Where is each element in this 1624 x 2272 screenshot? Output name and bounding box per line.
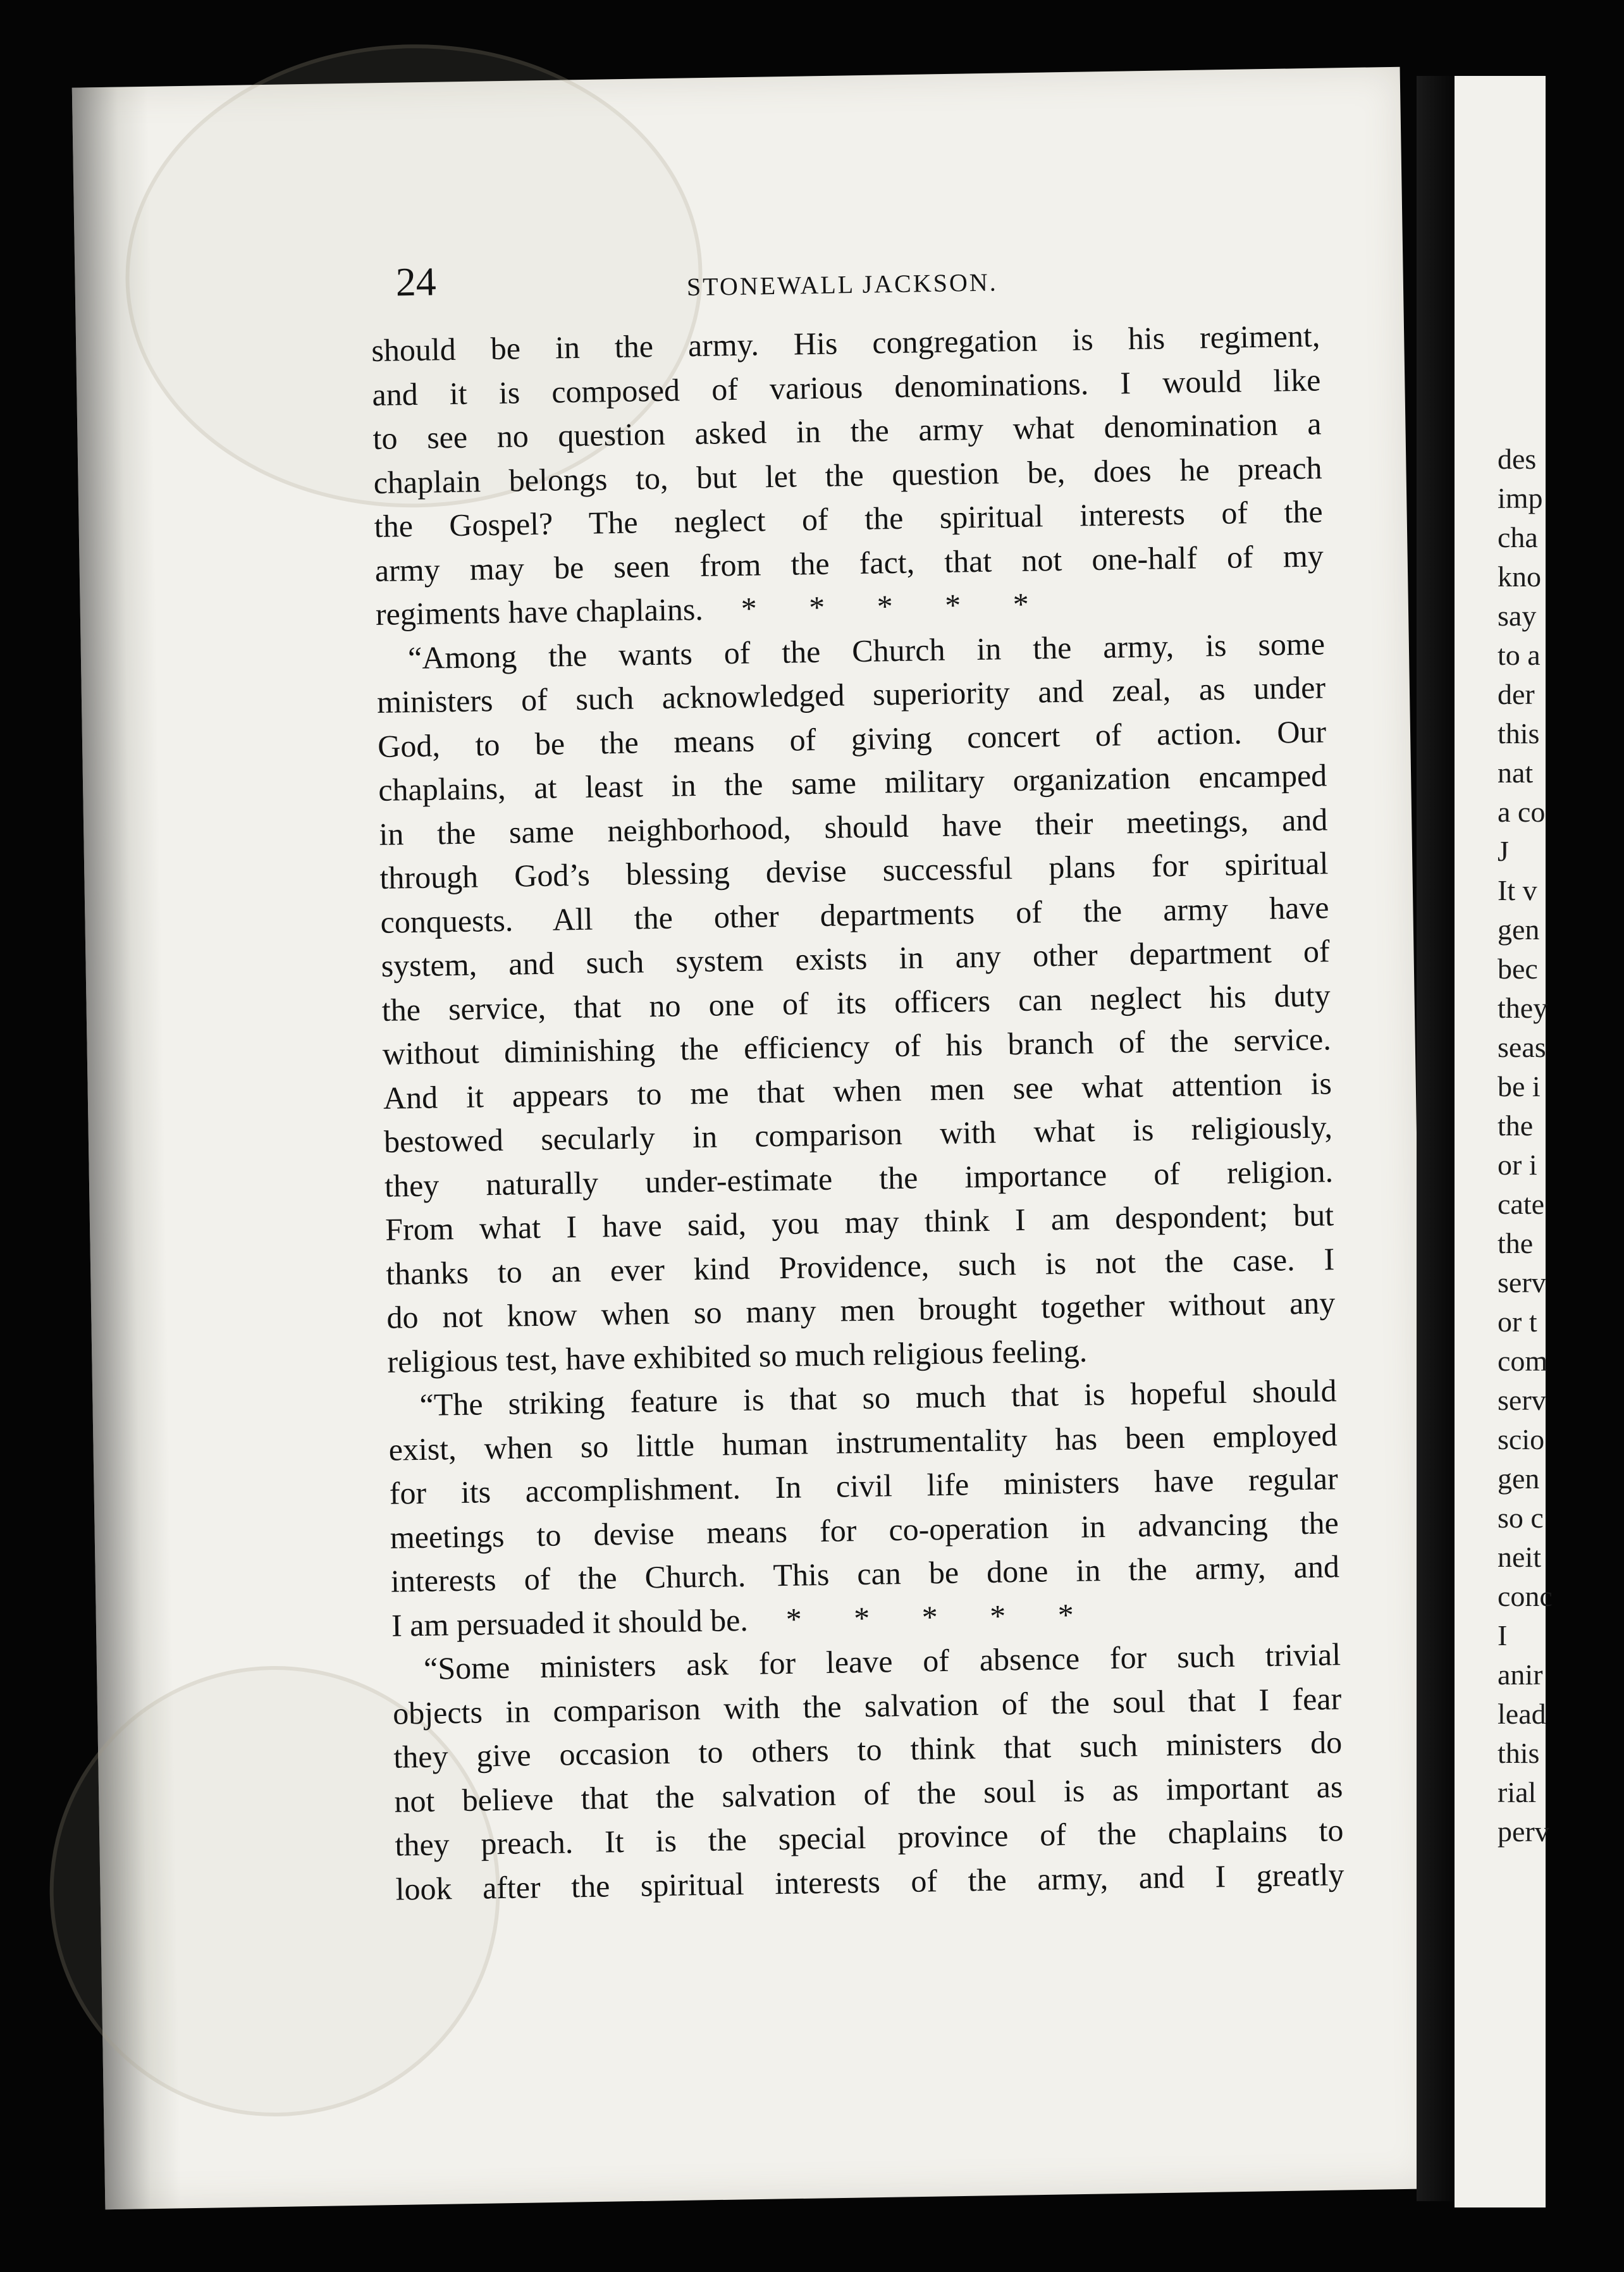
ellipsis-stars: * * * * * [785, 1596, 1074, 1637]
facing-page-fragment: a co [1498, 796, 1546, 828]
text-line: From what I have said, you may think I am despondent; but [384, 1197, 1334, 1247]
facing-page-fragment: gen [1498, 913, 1540, 946]
text-line: look after the spiritual interests of the army, and I greatly [395, 1856, 1344, 1907]
facing-page-fragment: kno [1498, 560, 1541, 593]
text-line-content: I am persuaded it should be. [391, 1602, 749, 1643]
facing-page-fragment: scio [1498, 1423, 1545, 1455]
facing-page-fragment: or i [1498, 1149, 1537, 1181]
text-line: in the same neighborhood, should have their meetings, and [378, 801, 1328, 852]
text-line: thanks to an ever kind Providence, such is not the case. I [385, 1240, 1335, 1292]
facing-page-fragment: this [1498, 1737, 1540, 1769]
text-line: and it is composed of various denominations. I would like [372, 361, 1321, 412]
facing-page-fragment: this [1498, 717, 1540, 750]
facing-page-fragment: des [1498, 443, 1537, 475]
facing-page-fragment: they [1498, 992, 1548, 1024]
paragraph-start-line: “The striking feature is that so much that is hopeful should [419, 1373, 1337, 1423]
facing-page-fragment: say [1498, 600, 1537, 632]
text-line: exist, when so little human instrumentality has been employed [388, 1416, 1338, 1467]
text-line: army may be seen from the fact, that not one-half of my [374, 537, 1324, 588]
text-line: chaplain belongs to, but let the question be, does he preach [373, 449, 1322, 500]
facing-page-fragment: serv [1498, 1266, 1546, 1299]
facing-page-fragment: to a [1498, 639, 1541, 671]
facing-page-fragment: conc [1498, 1580, 1553, 1612]
facing-page-text-fragments [1498, 440, 1624, 1851]
text-line: bestowed secularly in comparison with what is religiously, [383, 1109, 1333, 1159]
text-line: not believe that the salvation of the soul is as important as [394, 1768, 1343, 1819]
text-line: objects in comparison with the salvation of the soul that I fear [392, 1680, 1342, 1731]
facing-page-fragment: be i [1498, 1070, 1541, 1102]
text-line: the Gospel? The neglect of the spiritual interests of the [374, 493, 1324, 544]
facing-page-fragment: imp [1498, 482, 1543, 514]
ellipsis-stars: * * * * * [741, 586, 1030, 626]
page-text-block [370, 238, 1344, 1911]
text-line: through God’s blessing devise successful plans for spiritual [379, 845, 1329, 896]
paragraph-start-line: “Some ministers ask for leave of absence for such trivial [423, 1636, 1341, 1686]
text-line: they naturally under-estimate the importance of religion. [384, 1152, 1334, 1204]
facing-page-fragment: serv [1498, 1384, 1546, 1416]
text-line: And it appears to me that when men see what attention is [383, 1065, 1332, 1116]
text-line: for its accomplishment. In civil life ministers have regular [389, 1460, 1339, 1511]
text-line: they preach. It is the special province of the chaplains to [395, 1812, 1344, 1863]
facing-page-fragment: neit [1498, 1541, 1541, 1573]
facing-page-fragment: the [1498, 1109, 1534, 1142]
text-line-content: regiments have chaplains. [375, 591, 704, 632]
facing-page-fragment: the [1498, 1227, 1534, 1259]
text-line: they give occasion to others to think that such ministers do [393, 1724, 1343, 1775]
facing-page-fragment: perv [1498, 1815, 1549, 1848]
page-number: 24 [395, 259, 437, 305]
facing-page-fragment: anir [1498, 1658, 1543, 1691]
text-line: system, and such system exists in any other department of [381, 933, 1330, 984]
facing-page-fragment: lead [1498, 1698, 1546, 1730]
text-line: should be in the army. His congregation is his regiment, [371, 318, 1320, 368]
facing-page-fragment: rial [1498, 1776, 1537, 1808]
facing-page-edge [1455, 76, 1553, 2207]
text-line: to see no question asked in the army what denomination a [372, 405, 1322, 456]
text-line: the service, that no one of its officers can neglect his duty [381, 977, 1331, 1028]
facing-page-fragment: com [1498, 1345, 1548, 1377]
facing-page-fragment: der [1498, 678, 1535, 710]
facing-page-fragment: It v [1498, 874, 1537, 906]
facing-page-fragment: bec [1498, 953, 1538, 985]
page-header [370, 238, 1320, 329]
facing-page-fragment: seas [1498, 1031, 1546, 1063]
text-line: ministers of such acknowledged superiority and zeal, as under [376, 669, 1326, 720]
text-line: meetings to devise means for co-operation in advancing the [390, 1504, 1339, 1555]
text-line: interests of the Church. This can be done in the army, and [390, 1548, 1340, 1599]
facing-page-fragment: nat [1498, 756, 1534, 789]
facing-page-fragment: J [1498, 835, 1509, 867]
text-line: do not know when so many men brought together without any [386, 1285, 1336, 1335]
text-line: without diminishing the efficiency of his branch of the service. [382, 1021, 1332, 1071]
facing-page-fragment: cha [1498, 521, 1538, 553]
facing-page-fragment: or t [1498, 1306, 1537, 1338]
paragraph-start-line: “Among the wants of the Church in the army, is some [407, 625, 1326, 676]
facing-page-fragment: gen [1498, 1462, 1540, 1495]
text-line: chaplains, at least in the same military organization encamped [378, 757, 1327, 808]
text-line: conquests. All the other departments of the army have [380, 889, 1329, 940]
facing-page-fragment: I [1498, 1619, 1508, 1652]
facing-page-fragment: so c [1498, 1502, 1544, 1534]
facing-page-fragment: cate [1498, 1188, 1545, 1220]
text-line: religious test, have exhibited so much religious feeling. [387, 1332, 1088, 1380]
running-title: STONEWALL JACKSON. [686, 268, 998, 302]
text-line: God, to be the means of giving concert of action. Our [377, 713, 1327, 764]
